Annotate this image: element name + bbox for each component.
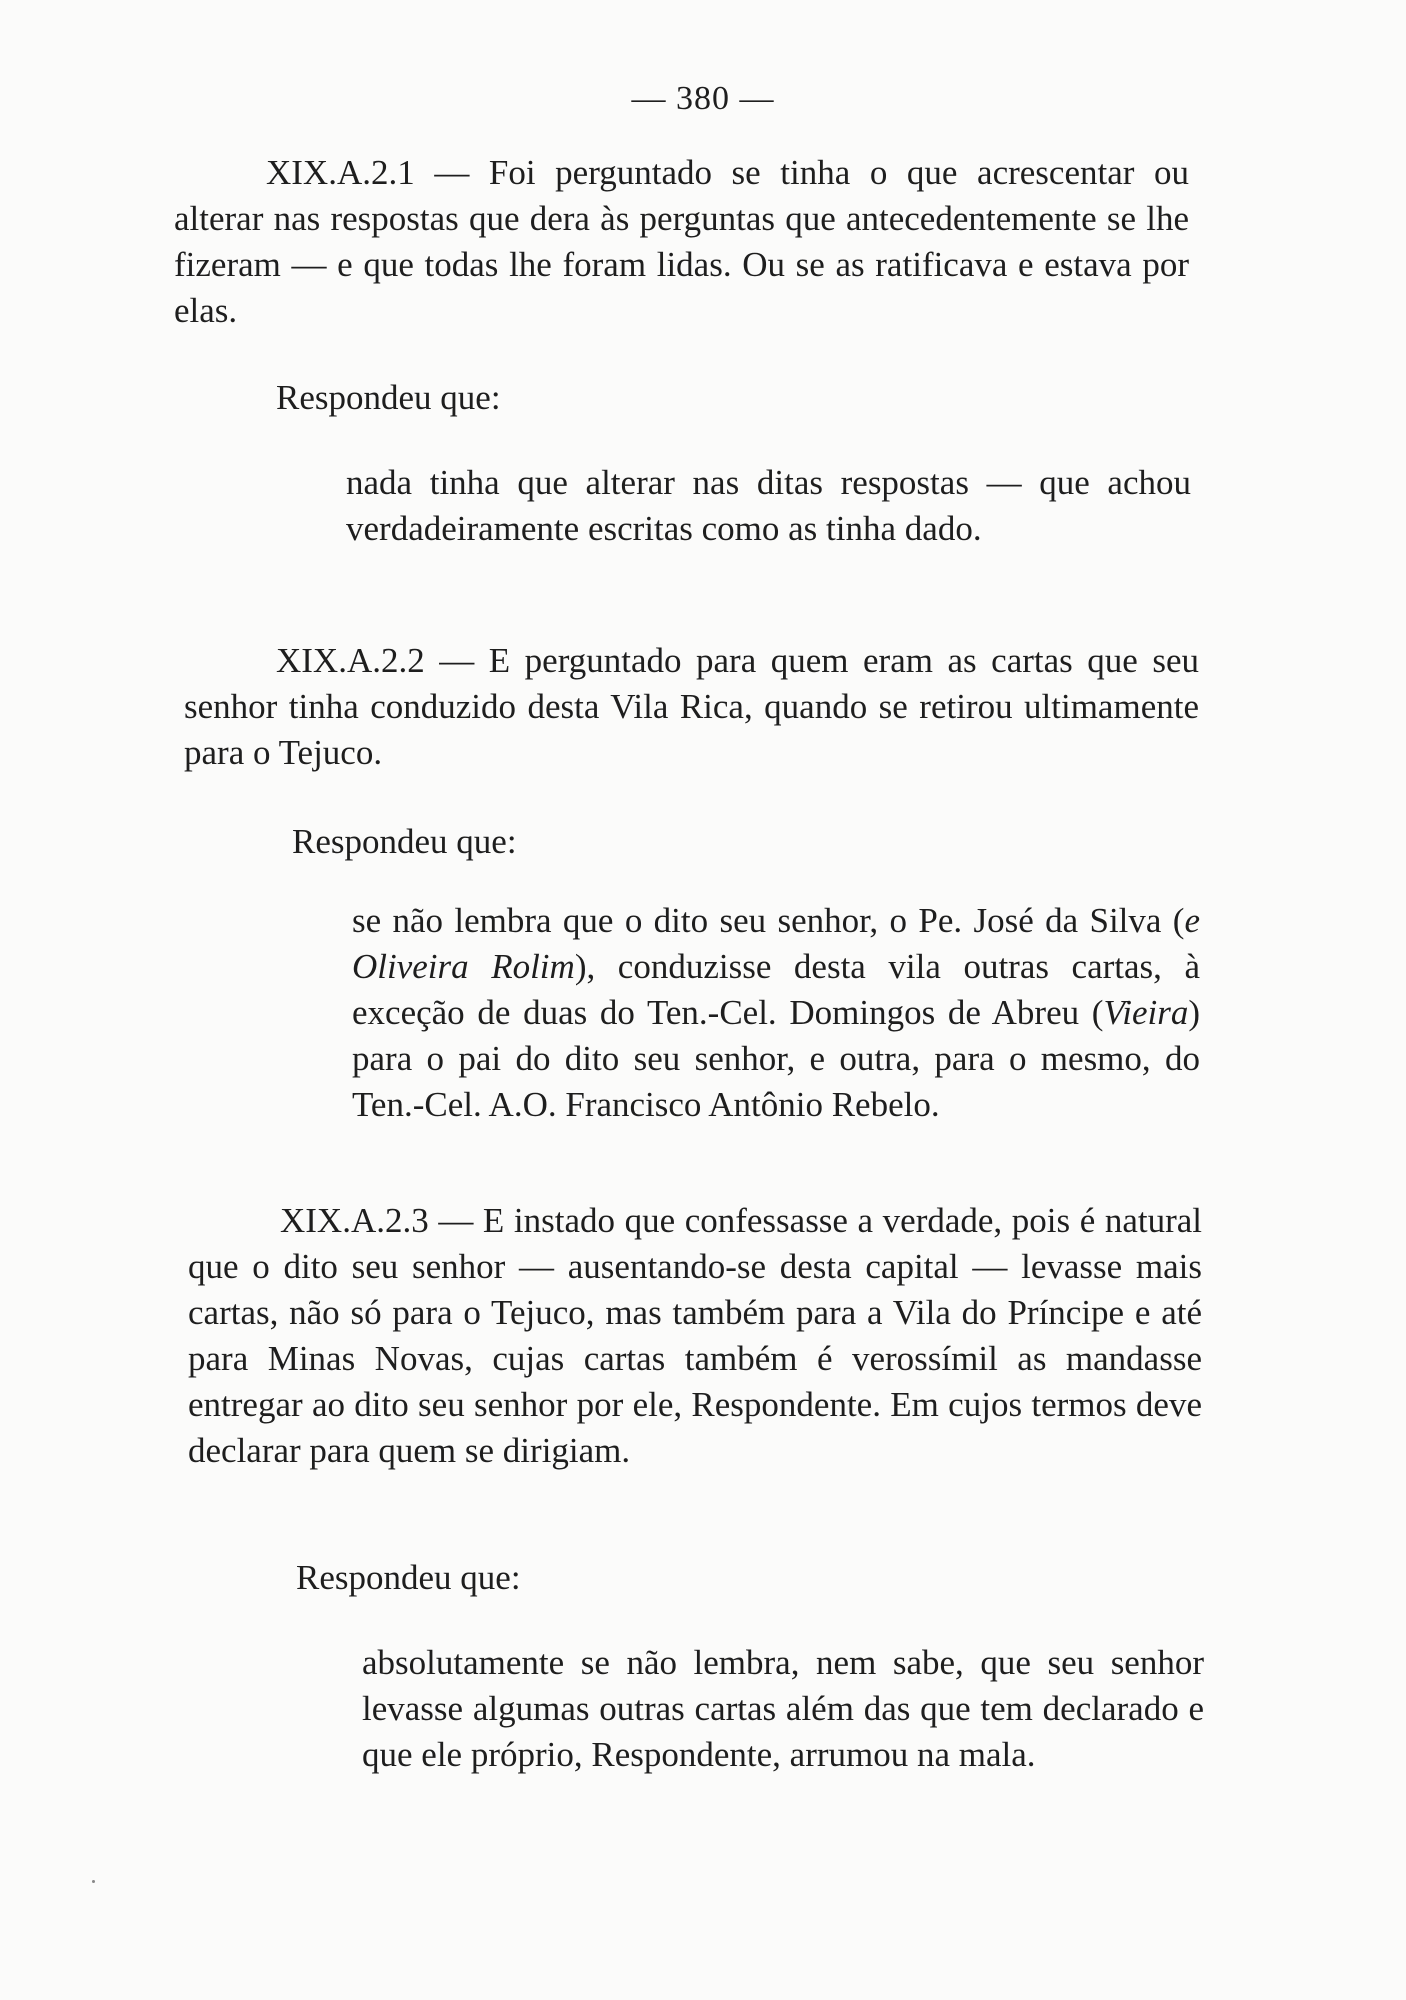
editorial-insert: Vieira bbox=[1103, 993, 1189, 1032]
question-text: XIX.A.2.2 — E perguntado para quem eram as cartas que seu senhor tinha conduzido desta Vila Rica, quando se retirou ultimamente para o Tejuco. bbox=[184, 641, 1199, 772]
question-xix-a-2-1 bbox=[174, 150, 1189, 334]
page-number: — 380 — bbox=[631, 80, 775, 117]
response-text bbox=[352, 898, 1200, 1128]
editorial-insert: e Oliveira Rolim bbox=[352, 901, 1200, 986]
response-xix-a-2-2 bbox=[352, 898, 1200, 1128]
response-text: absolutamente se não lembra, nem sabe, que seu senhor levasse algumas outras cartas além das que tem declarado e que ele próprio, Respondente, arrumou na mala. bbox=[362, 1643, 1204, 1774]
response-text: nada tinha que alterar nas ditas respostas — que achou verdadeiramente escritas como as tinha dado. bbox=[346, 463, 1191, 548]
response-xix-a-2-3 bbox=[362, 1640, 1204, 1778]
question-xix-a-2-3 bbox=[188, 1198, 1202, 1474]
response-text-part: ) para o pai do dito seu senhor, e outra, para o mesmo, do Ten.-Cel. A.O. Francisco Antônio Rebelo. bbox=[352, 993, 1200, 1124]
response-text-part: ), conduzisse desta vila outras cartas, à exceção de duas do Ten.-Cel. Domingos de Abreu ( bbox=[352, 947, 1200, 1032]
response-text-part: se não lembra que o dito seu senhor, o Pe. José da Silva ( bbox=[352, 901, 1185, 940]
response-xix-a-2-1 bbox=[346, 460, 1191, 552]
question-text: XIX.A.2.1 — Foi perguntado se tinha o que acrescentar ou alterar nas respostas que dera às perguntas que antecedentemente se lhe fizeram — e que todas lhe foram lidas. Ou se as ratificava e estava por elas. bbox=[174, 153, 1189, 330]
response-label: Respondeu que: bbox=[296, 1558, 521, 1597]
scan-speck bbox=[92, 1880, 95, 1883]
response-label: Respondeu que: bbox=[276, 378, 501, 417]
question-text: XIX.A.2.3 — E instado que confessasse a verdade, pois é natural que o dito seu senhor — ausentando-se desta capital — levasse mais cartas, não só para o Tejuco, mas também para a Vila do Príncipe e até para Minas Novas, cujas cartas também é verossímil as mandasse entregar ao dito seu senhor por ele, Respondente. Em cujos termos deve declarar para quem se dirigiam. bbox=[188, 1201, 1202, 1470]
response-label: Respondeu que: bbox=[292, 822, 517, 861]
question-xix-a-2-2 bbox=[184, 638, 1199, 776]
